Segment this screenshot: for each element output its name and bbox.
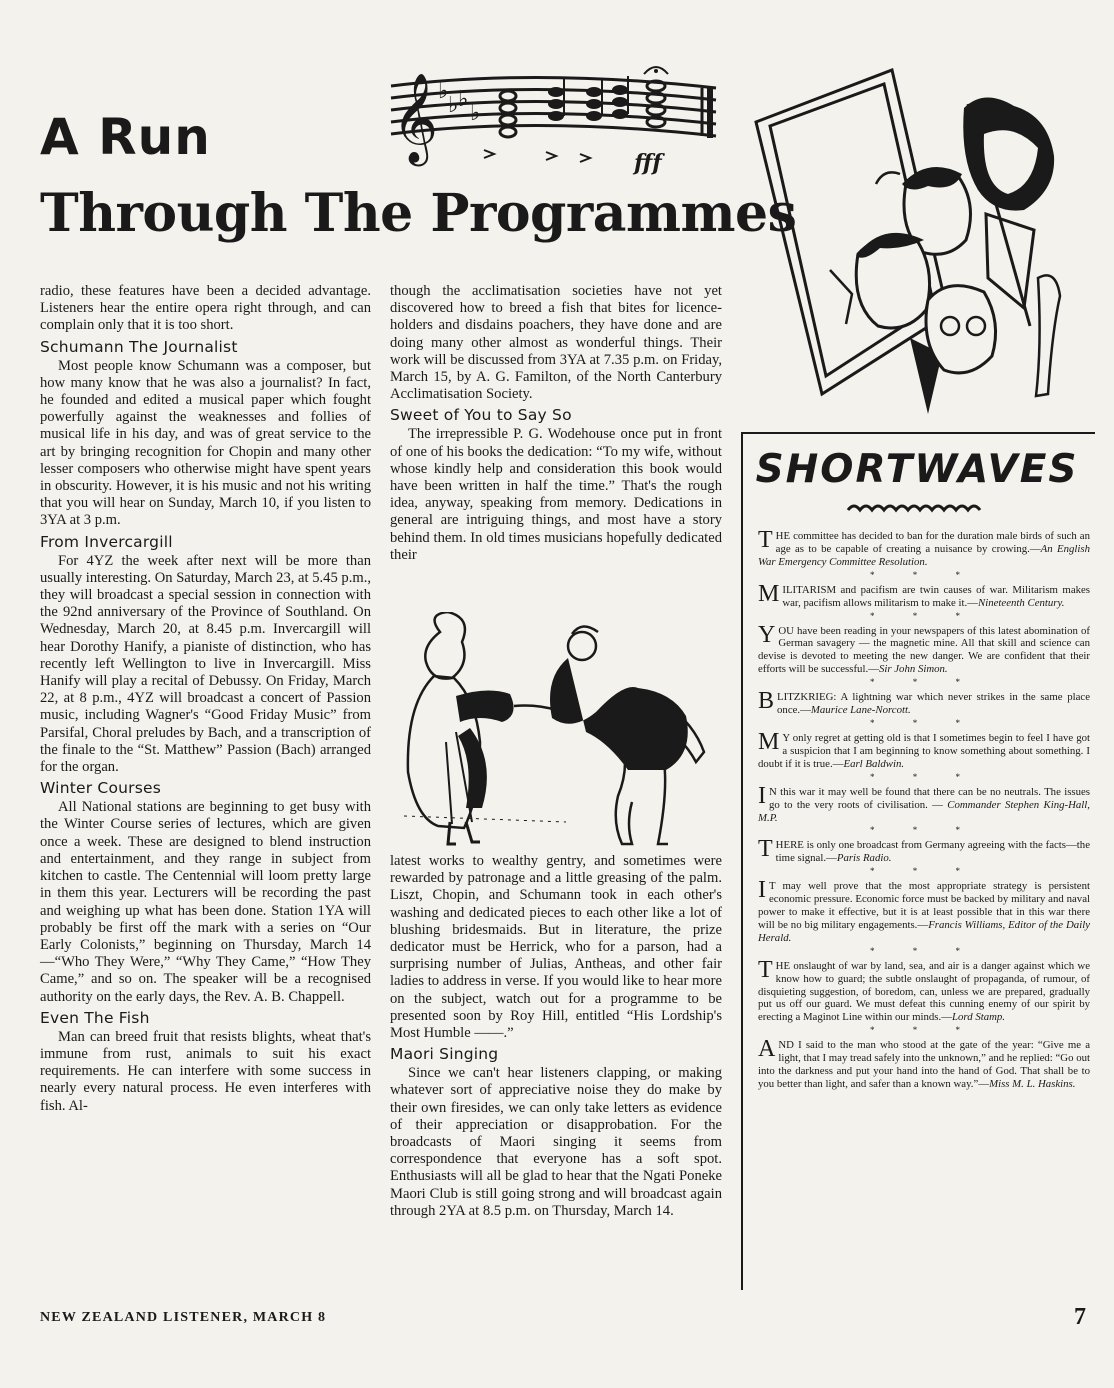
separator-stars: * * * [870, 610, 978, 621]
shortwave-item [758, 580, 1090, 610]
shortwave-source: Commander Stephen King-Hall, M.P. [758, 798, 1090, 824]
svg-text:♭: ♭ [470, 101, 481, 126]
separator-stars: * * * [870, 771, 978, 782]
separator-stars: * * * [870, 1025, 978, 1036]
bowing-musicians-illustration [396, 612, 722, 848]
shortwave-item [758, 782, 1090, 825]
footer-publication: NEW ZEALAND LISTENER, MARCH 8 [40, 1310, 327, 1325]
wave-ornament [846, 500, 982, 516]
shortwave-source: Nineteenth Century. [978, 596, 1065, 609]
shortwave-source: Miss M. L. Haskins. [989, 1078, 1076, 1090]
section-heading-schumann: Schumann The Journalist [40, 337, 238, 356]
separator-stars: * * * [870, 945, 978, 956]
shortwave-source: An English War Emergency Committee Resolution. [758, 542, 1091, 568]
shortwave-source: Paris Radio. [836, 852, 892, 865]
column-2-bottom [390, 853, 722, 1220]
drop-cap: I [758, 782, 766, 809]
section-body-schumann: Most people know Schumann was a composer, but how many know that he was also a journalist? In fact, he founded and edited a musical paper which fought powerfully against the weaknesses and follies of musical life in his day, and was of great service to the art by bringing recognition for Chopin and many other lesser composers who otherwise might have spent years in obscurity. However, it is his music and not his writing that you will hear on Sunday, March 10, if you listen to 3YA at 3 p.m. [40, 357, 371, 529]
shortwave-quote: OU have been reading in your newspapers of this latest abomination of German savagery — the magnetic mine. All that skill and science can devise is devoted to meeting the new danger. We are confident that their efforts will be successful.— [758, 624, 1090, 676]
shortwave-quote: N this war it may well be found that there can be no neutrals. The issues go to the very roots of civilisation. — [769, 785, 1090, 811]
svg-text:♭: ♭ [458, 87, 469, 112]
separator-stars: * * * [870, 866, 978, 877]
svg-text:♭: ♭ [438, 79, 449, 104]
shortwave-item [758, 877, 1090, 945]
caricature-illustration [752, 64, 1094, 420]
music-staff-illustration [386, 58, 722, 182]
drop-cap: T [758, 956, 773, 983]
separator-stars: * * * [870, 717, 978, 728]
headline-line-2: Through The Programmes [40, 183, 797, 244]
shortwave-quote: ND I said to the man who stood at the gate of the year: “Give me a light, that I may tread safely into the unknown,” and he replied: “Go out into the darkness and put your hand into the hand of God. That shall be to you better than light, and safer than a known way.”— [758, 1039, 1090, 1090]
shortwave-quote: Y only regret at getting old is that I sometimes begin to feel I have got a suspicion that I am beginning to know something about something. I doubt if it is true.— [758, 731, 1090, 770]
shortwave-source: Sir John Simon. [878, 663, 948, 676]
shortwave-quote: HE onslaught of war by land, sea, and air is a danger against which we know how to guard; the subtle onslaught of propaganda, of rumour, of disquieting suggestion, of boredom, can, unless we are prepared, gradually put us off our guard. We must defeat this cunning enemy of our spirit by erecting a Maginot Line within our minds.— [758, 959, 1090, 1024]
drop-cap: Y [758, 621, 776, 648]
drop-cap: T [758, 836, 773, 863]
separator-stars: * * * [870, 569, 978, 580]
sweet-continuation: latest works to wealthy gentry, and sometimes were rewarded by patronage and a little greasing of the palm. Liszt, Chopin, and Schumann took in each other's washing and dedicated pieces to each other like a lot of blushing bridesmaids. But in literature, the prize dedicator must be Herrick, who for a parson, had a surprising number of Julias, Antheas, and other fair ladies to address in verse. If you would like to hear more on the subject, watch out for a programme to be presented soon by Roy Hill, entitled “His Lordship's Most Humble ——.” [390, 853, 722, 1042]
separator-stars: * * * [870, 825, 978, 836]
shortwave-item [758, 688, 1090, 717]
shortwave-quote: HE committee has decided to ban for the duration male birds of such an age as to be capable of creating a nuisance by crowing.— [775, 530, 1090, 555]
column-2-top [390, 283, 722, 564]
section-body-maori: Since we can't hear listeners clapping, or making whatever sort of appreciative noise they do make by their own firesides, we can only take letters as evidence of their appreciation or disapprobation. For the broadcasts of Maori singing it seems from correspondence that everyone has a soft spot. Enthusiasts will all be glad to hear that the Ngati Poneke Maori Club is still going strong and will broadcast again through 2YA at 8.5 p.m. on Thursday, March 14. [390, 1065, 722, 1219]
shortwave-item [758, 728, 1090, 771]
drop-cap: M [758, 580, 780, 607]
column-1 [40, 283, 371, 1115]
shortwave-item [758, 621, 1090, 677]
shortwave-item [758, 527, 1091, 569]
svg-text:♭: ♭ [448, 93, 459, 118]
intro-paragraph: radio, these features have been a decided advantage. Listeners hear the entire opera right through, and can complain only that it is too short. [40, 283, 371, 334]
page-number: 7 [1074, 1304, 1086, 1330]
shortwave-quote: LITZKRIEG: A lightning war which never strikes in the same place once.— [777, 691, 1090, 717]
shortwave-source: Lord Stamp. [952, 1011, 1006, 1024]
shortwave-source: Maurice Lane-Norcott. [810, 704, 911, 717]
shortwave-quote: HERE is only one broadcast from Germany agreeing with the facts—the time signal.— [775, 839, 1090, 865]
shortwaves-title: SHORTWAVES [755, 447, 1079, 492]
section-body-sweet: The irrepressible P. G. Wodehouse once put in front of one of his books the dedication: “To my wife, without whose kindly help and consideration this book would have been written in half the time.” That's the rough idea, anyway, speaking from memory. Dedications in general are intriguing things, and most have a story behind them. In old times musicians hopefully dedicated their [390, 426, 722, 563]
svg-text:𝄞: 𝄞 [392, 73, 439, 163]
section-heading-even-the-fish: Even The Fish [40, 1008, 150, 1027]
section-body-invercargill: For 4YZ the week after next will be more than usually interesting. On Saturday, March 23, at 5.45 p.m., they will broadcast a special session in connection with the 92nd anniversary of the Province of Southland. On Wednesday, March 20, at 8.45 p.m. Invercargill will hear Dorothy Hanify, a pianiste of distinction, who has recently left Wellington to live in Invercargill. Miss Hanify will play a recital of Debussy. On Friday, March 22, at 8 p.m., 4YZ will broadcast a concert of Passion music, including Wagner's “Good Friday Music” from Parsifal, Choral preludes by Bach, and a transcription of the finale to the “St. Matthew” Passion (Bach) arranged for the organ. [40, 552, 372, 776]
section-body-even-the-fish: Man can breed fruit that resists blights, wheat that's immune from rust, animals to suit his exact requirements. He can interfere with some success in nearly every natural process. He even interferes with fish. Al- [40, 1028, 371, 1114]
drop-cap: T [758, 527, 773, 553]
shortwave-source: Francis Williams, Editor of the Daily Herald. [758, 918, 1090, 944]
drop-cap: M [758, 728, 780, 755]
shortwave-item [758, 836, 1090, 865]
fish-continuation: though the acclimatisation societies have not yet discovered how to breed a fish that bites for licence-holders and disdains poachers, they have done and are doing many other almost as wonderful things. Their work will be discussed from 3YA at 7.35 p.m. on Friday, March 15, by A. G. Familton, of the North Canterbury Acclimatisation Society. [390, 283, 722, 403]
section-body-winter-courses: All National stations are beginning to get busy with the Winter Course series of lectures, which are given once a week. These are designed to blend instruction and entertainment, and they range in subject from kitchen to castle. The Centennial will loom pretty large in them this year. Lecturers will be recording the past and weighing up what has been done. Station 1YA will probably be first off the mark with a series on “Our Early Colonists,” beginning on Thursday, March 14—“Who They Were,” “Why They Came,” “How They Came,” and so on. The speaker will be a recognised authority on the early days, the Rev. A. B. Chappell. [40, 799, 371, 1005]
shortwave-quote: T may well prove that the most appropriate strategy is persistent economic pressure. Economic force must be backed by military and naval power to make it effective, but it is at least possible that in this war there will be no big military engagements.— [758, 880, 1090, 931]
shortwave-item [758, 1036, 1090, 1091]
section-heading-winter-courses: Winter Courses [40, 779, 162, 798]
drop-cap: A [758, 1036, 776, 1063]
shortwave-source: Earl Baldwin. [843, 757, 905, 770]
drop-cap: B [758, 688, 775, 715]
shortwave-item [758, 956, 1090, 1025]
section-heading-sweet: Sweet of You to Say So [390, 406, 572, 425]
headline-line-1: A Run [40, 108, 211, 166]
drop-cap: I [758, 877, 766, 904]
shortwave-quote: ILITARISM and pacifism are twin causes of war. Militarism makes war, pacifism allows militarism to make it.— [782, 583, 1090, 609]
section-heading-maori: Maori Singing [390, 1045, 499, 1064]
shortwaves-list [758, 527, 1091, 1091]
separator-stars: * * * [870, 677, 978, 688]
section-heading-invercargill: From Invercargill [40, 532, 173, 551]
dynamic-marking: fff [634, 150, 662, 176]
